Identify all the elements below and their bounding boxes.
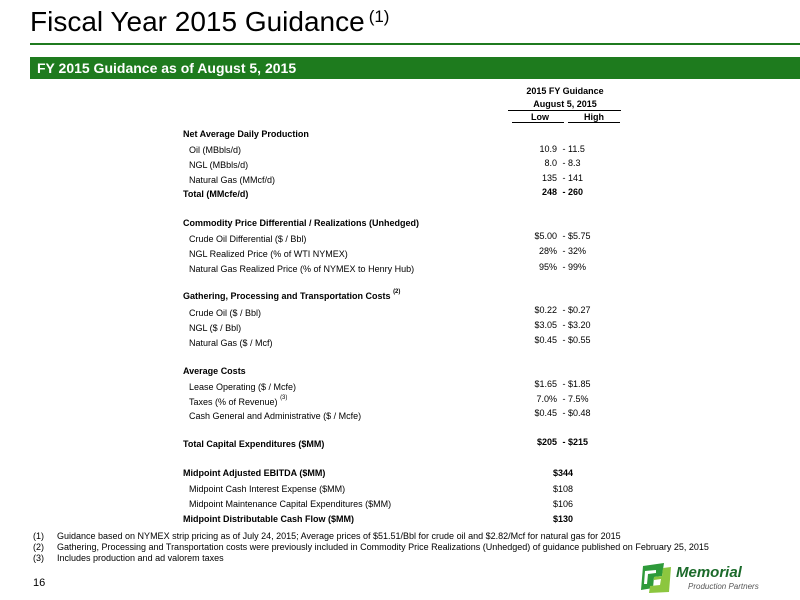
oil-low: 10.9 [539, 144, 557, 154]
total-low: 248 [541, 187, 557, 197]
gpt-crude-label: Crude Oil ($ / Bbl) [189, 308, 262, 318]
interest-label: Midpoint Cash Interest Expense ($MM) [189, 484, 346, 494]
title-footnote-ref: (1) [368, 7, 390, 26]
capex-high: $215 [568, 437, 589, 447]
gpt-gas-low: $0.45 [534, 335, 557, 345]
lease-high: $1.85 [568, 379, 591, 389]
lease-low: $1.65 [534, 379, 557, 389]
oil-dash: - [562, 144, 566, 154]
low-rule [512, 122, 564, 123]
crude-diff-high: $5.75 [568, 231, 591, 241]
interest-value: $108 [552, 484, 574, 494]
lease-dash: - [562, 379, 566, 389]
capex-dash: - [562, 437, 566, 447]
ngl-price-low: 28% [538, 246, 557, 256]
section-banner: FY 2015 Guidance as of August 5, 2015 [30, 57, 800, 79]
logo-subtitle: Production Partners [688, 582, 759, 591]
oil-high: 11.5 [568, 144, 585, 154]
gathering-heading: Gathering, Processing and Transportation Costs $^{(2)}$ [183, 289, 401, 301]
capex-label: Total Capital Expenditures ($MM) [183, 439, 325, 449]
page-title: Fiscal Year 2015 Guidance $^{(1)}$ [30, 6, 390, 37]
crude-diff-low: $5.00 [534, 231, 557, 241]
total-high: 260 [568, 187, 584, 197]
production-heading: Net Average Daily Production [183, 129, 309, 139]
gas-price-low: 95% [538, 262, 557, 272]
total-dash: - [562, 187, 566, 197]
pricing-heading: Commodity Price Differential / Realizations (Unhedged) [183, 218, 420, 228]
ngl-low: 8.0 [544, 158, 557, 168]
gas-price-high: 99% [568, 262, 587, 272]
ngl-price-dash: - [562, 246, 566, 256]
ga-low: $0.45 [534, 408, 557, 418]
gpt-gas-dash: - [562, 335, 566, 345]
ngl-high: 8.3 [568, 158, 581, 168]
high-column-header: High [584, 112, 604, 122]
taxes-footnote-ref: (3) [280, 395, 288, 401]
ngl-price-high: 32% [568, 246, 587, 256]
logo-name: Memorial [676, 564, 742, 581]
header-rule [508, 110, 621, 111]
gas-price-label: Natural Gas Realized Price (% of NYMEX to Henry Hub) [189, 264, 415, 274]
title-divider [30, 43, 800, 45]
footnote-1: (1) Guidance based on NYMEX strip pricing as of July 24, 2015; Average prices of $51.51/Bbl for crude oil and $2.82/Mcf for natural gas for 2015 [33, 531, 621, 541]
maint-capex-label: Midpoint Maintenance Capital Expenditures ($MM) [189, 499, 392, 509]
footnote-3: (3) Includes production and ad valorem taxes [33, 553, 224, 563]
guidance-date: August 5, 2015 [533, 99, 597, 109]
crude-diff-dash: - [562, 231, 566, 241]
gas-label: Natural Gas (MMcf/d) [189, 175, 276, 185]
maint-capex-value: $106 [552, 499, 574, 509]
capex-low: $205 [536, 437, 557, 447]
gpt-crude-high: $0.27 [568, 305, 591, 315]
ga-label: Cash General and Administrative ($ / Mcfe) [189, 411, 362, 421]
gpt-ngl-high: $3.20 [568, 320, 591, 330]
taxes-label: Taxes (% of Revenue) $^{(3)}$ [189, 395, 288, 407]
taxes-high: 7.5% [568, 394, 589, 404]
avg-costs-heading: Average Costs [183, 366, 246, 376]
ngl-label: NGL (MBbls/d) [189, 160, 249, 170]
gpt-gas-high: $0.55 [568, 335, 591, 345]
page-number: 16 [33, 577, 46, 589]
footnote-2: (2) Gathering, Processing and Transportation costs were previously included in Commodity Price Realizations (Unhedged) of guidance published on February 25, 2015 [33, 542, 709, 552]
ga-high: $0.48 [568, 408, 591, 418]
taxes-dash: - [562, 394, 566, 404]
gas-price-dash: - [562, 262, 566, 272]
low-column-header: Low [531, 112, 549, 122]
gpt-crude-dash: - [562, 305, 566, 315]
ngl-price-label: NGL Realized Price (% of WTI NYMEX) [189, 249, 348, 259]
crude-diff-label: Crude Oil Differential ($ / Bbl) [189, 234, 307, 244]
logo-mark-icon [640, 562, 672, 594]
ebitda-label: Midpoint Adjusted EBITDA ($MM) [183, 468, 326, 478]
oil-label: Oil (MBbls/d) [189, 145, 242, 155]
ebitda-value: $344 [552, 468, 574, 478]
gathering-footnote-ref: (2) [393, 289, 401, 295]
company-logo [640, 562, 800, 594]
gas-high: 141 [568, 173, 584, 183]
dcf-label: Midpoint Distributable Cash Flow ($MM) [183, 514, 354, 524]
gpt-ngl-dash: - [562, 320, 566, 330]
total-label: Total (MMcfe/d) [183, 189, 249, 199]
lease-label: Lease Operating ($ / Mcfe) [189, 382, 297, 392]
gpt-ngl-label: NGL ($ / Bbl) [189, 323, 242, 333]
dcf-value: $130 [552, 514, 574, 524]
high-rule [568, 122, 620, 123]
gpt-crude-low: $0.22 [534, 305, 557, 315]
ga-dash: - [562, 408, 566, 418]
ngl-dash: - [562, 158, 566, 168]
gpt-gas-label: Natural Gas ($ / Mcf) [189, 338, 273, 348]
taxes-low: 7.0% [536, 394, 557, 404]
guidance-header: 2015 FY Guidance [526, 86, 604, 96]
gas-dash: - [562, 173, 566, 183]
gas-low: 135 [541, 173, 557, 183]
gpt-ngl-low: $3.05 [534, 320, 557, 330]
